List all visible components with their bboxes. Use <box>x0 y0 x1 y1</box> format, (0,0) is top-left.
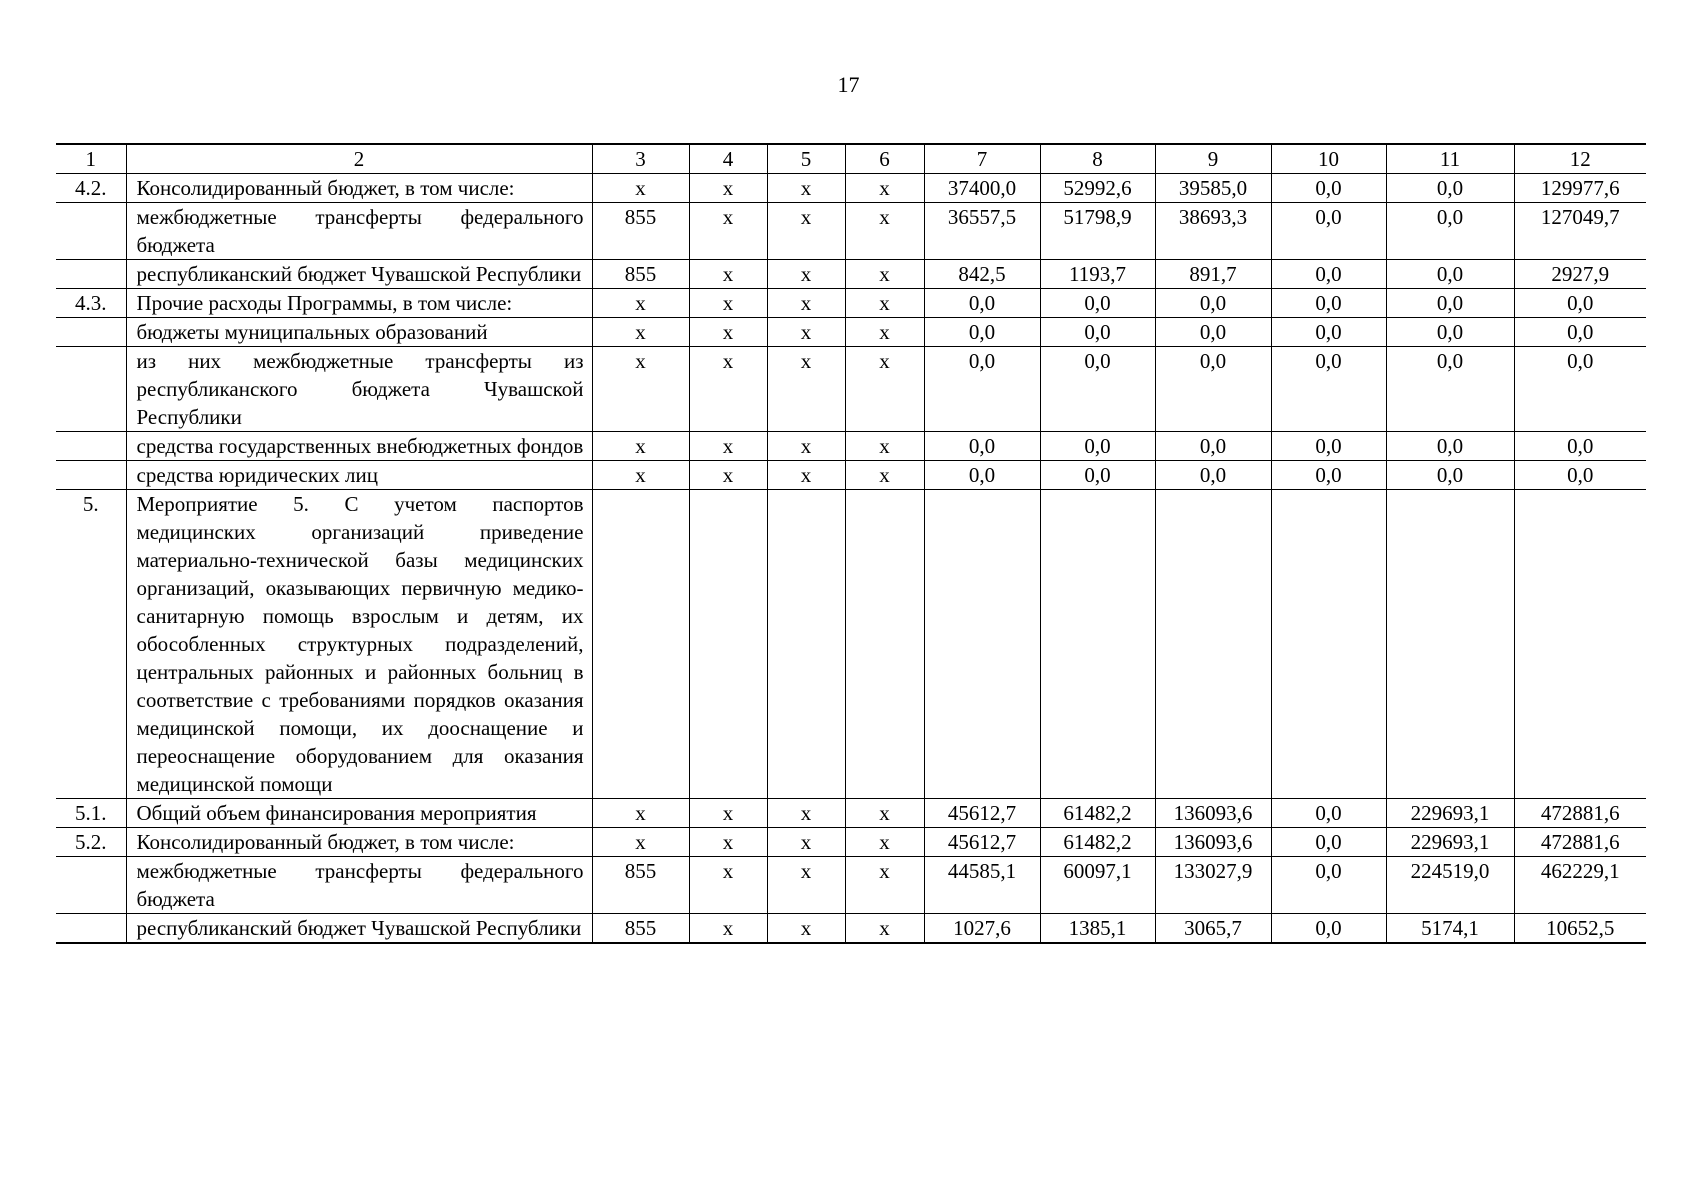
value-cell: 0,0 <box>1271 203 1386 260</box>
value-cell: х <box>767 318 845 347</box>
row-index-cell <box>56 347 126 432</box>
value-cell: х <box>592 828 689 857</box>
value-cell: 0,0 <box>924 318 1040 347</box>
row-index-cell: 5.2. <box>56 828 126 857</box>
row-description-cell: Общий объем финансирования мероприятия <box>126 799 592 828</box>
value-cell: 1027,6 <box>924 914 1040 944</box>
row-description-cell: межбюджетные трансферты федерального бюджета <box>126 857 592 914</box>
column-number-header: 11 <box>1386 144 1514 174</box>
table-row <box>56 289 1646 318</box>
value-cell: х <box>689 203 767 260</box>
value-cell: х <box>767 260 845 289</box>
table-row <box>56 203 1646 260</box>
value-cell: 0,0 <box>1155 289 1271 318</box>
value-cell: х <box>845 432 924 461</box>
value-cell: х <box>845 799 924 828</box>
page-number: 17 <box>837 72 860 97</box>
value-cell: 0,0 <box>1514 289 1646 318</box>
value-cell: 0,0 <box>924 347 1040 432</box>
value-cell <box>1271 490 1386 799</box>
value-cell: х <box>689 289 767 318</box>
value-cell <box>1514 490 1646 799</box>
value-cell <box>1386 490 1514 799</box>
value-cell <box>1155 490 1271 799</box>
value-cell: 38693,3 <box>1155 203 1271 260</box>
column-number-header: 7 <box>924 144 1040 174</box>
value-cell: х <box>845 174 924 203</box>
row-description-cell: Консолидированный бюджет, в том числе: <box>126 828 592 857</box>
table-row <box>56 799 1646 828</box>
value-cell: 0,0 <box>1271 174 1386 203</box>
row-index-cell <box>56 260 126 289</box>
value-cell: 462229,1 <box>1514 857 1646 914</box>
value-cell: х <box>767 461 845 490</box>
row-index-cell <box>56 914 126 944</box>
value-cell: 0,0 <box>1386 347 1514 432</box>
value-cell: 136093,6 <box>1155 828 1271 857</box>
value-cell: 0,0 <box>1040 318 1155 347</box>
value-cell: 0,0 <box>1155 318 1271 347</box>
value-cell: 0,0 <box>924 432 1040 461</box>
value-cell: 0,0 <box>1155 432 1271 461</box>
value-cell: х <box>689 799 767 828</box>
column-number-header: 10 <box>1271 144 1386 174</box>
row-index-cell: 4.3. <box>56 289 126 318</box>
value-cell: х <box>767 174 845 203</box>
value-cell: 61482,2 <box>1040 799 1155 828</box>
value-cell: 52992,6 <box>1040 174 1155 203</box>
row-description-cell: средства государственных внебюджетных фондов <box>126 432 592 461</box>
value-cell: х <box>689 914 767 944</box>
value-cell: х <box>845 828 924 857</box>
value-cell: 472881,6 <box>1514 828 1646 857</box>
column-number-header: 5 <box>767 144 845 174</box>
value-cell: х <box>767 799 845 828</box>
value-cell: 0,0 <box>1386 318 1514 347</box>
value-cell: 0,0 <box>1271 828 1386 857</box>
row-description-cell: республиканский бюджет Чувашской Республики <box>126 914 592 944</box>
value-cell: х <box>689 174 767 203</box>
row-description-cell: из них межбюджетные трансферты из республиканского бюджета Чувашской Республики <box>126 347 592 432</box>
value-cell: 0,0 <box>1271 318 1386 347</box>
value-cell: х <box>592 318 689 347</box>
value-cell: х <box>689 260 767 289</box>
column-number-row <box>56 144 1646 174</box>
row-index-cell <box>56 857 126 914</box>
value-cell: 0,0 <box>1386 432 1514 461</box>
value-cell: 37400,0 <box>924 174 1040 203</box>
value-cell: х <box>592 289 689 318</box>
value-cell: х <box>592 799 689 828</box>
value-cell: 0,0 <box>1271 461 1386 490</box>
table-row <box>56 914 1646 944</box>
value-cell: х <box>767 203 845 260</box>
value-cell: х <box>845 914 924 944</box>
value-cell: х <box>845 260 924 289</box>
row-index-cell: 5. <box>56 490 126 799</box>
value-cell <box>924 490 1040 799</box>
value-cell <box>767 490 845 799</box>
financing-table <box>56 143 1646 944</box>
value-cell: 0,0 <box>924 289 1040 318</box>
column-number-header: 3 <box>592 144 689 174</box>
value-cell: 0,0 <box>1386 260 1514 289</box>
value-cell: х <box>689 347 767 432</box>
table-row <box>56 828 1646 857</box>
row-description-cell: бюджеты муниципальных образований <box>126 318 592 347</box>
value-cell: 0,0 <box>1155 347 1271 432</box>
value-cell: х <box>845 289 924 318</box>
table-row <box>56 490 1646 799</box>
value-cell: х <box>689 828 767 857</box>
value-cell: 5174,1 <box>1386 914 1514 944</box>
value-cell: 0,0 <box>1386 174 1514 203</box>
value-cell: 127049,7 <box>1514 203 1646 260</box>
value-cell: 229693,1 <box>1386 799 1514 828</box>
value-cell: 891,7 <box>1155 260 1271 289</box>
table-row <box>56 432 1646 461</box>
value-cell: 0,0 <box>1386 461 1514 490</box>
value-cell: 10652,5 <box>1514 914 1646 944</box>
row-description-cell: средства юридических лиц <box>126 461 592 490</box>
value-cell: 855 <box>592 203 689 260</box>
column-number-header: 9 <box>1155 144 1271 174</box>
value-cell: х <box>767 828 845 857</box>
value-cell <box>592 490 689 799</box>
value-cell: 1385,1 <box>1040 914 1155 944</box>
value-cell: 0,0 <box>1040 461 1155 490</box>
value-cell: х <box>845 203 924 260</box>
value-cell: 45612,7 <box>924 828 1040 857</box>
value-cell: 229693,1 <box>1386 828 1514 857</box>
value-cell: х <box>845 318 924 347</box>
value-cell: 0,0 <box>1514 318 1646 347</box>
value-cell: х <box>689 318 767 347</box>
value-cell <box>845 490 924 799</box>
row-description-cell: Мероприятие 5. С учетом паспортов медицинских организаций приведение материально-технической базы медицинских организаций, оказывающих первичную медико-санитарную помощь взрослым и детям, их обособленных структурных подразделений, центральных районных и районных больниц в соответствие с требованиями порядков оказания медицинской помощи, их дооснащение и переоснащение оборудованием для оказания медицинской помощи <box>126 490 592 799</box>
column-number-header: 4 <box>689 144 767 174</box>
value-cell: х <box>767 289 845 318</box>
row-description-cell: Консолидированный бюджет, в том числе: <box>126 174 592 203</box>
value-cell: 0,0 <box>1514 347 1646 432</box>
value-cell: 855 <box>592 260 689 289</box>
table-row <box>56 347 1646 432</box>
value-cell: 0,0 <box>1514 461 1646 490</box>
value-cell: 0,0 <box>1386 289 1514 318</box>
value-cell: 0,0 <box>1514 432 1646 461</box>
table-row <box>56 260 1646 289</box>
value-cell: 129977,6 <box>1514 174 1646 203</box>
value-cell: х <box>845 347 924 432</box>
value-cell: 0,0 <box>1040 347 1155 432</box>
row-description-cell: Прочие расходы Программы, в том числе: <box>126 289 592 318</box>
value-cell: 0,0 <box>1271 260 1386 289</box>
table-row <box>56 318 1646 347</box>
row-description-cell: межбюджетные трансферты федерального бюджета <box>126 203 592 260</box>
value-cell: 0,0 <box>1271 347 1386 432</box>
value-cell: 472881,6 <box>1514 799 1646 828</box>
value-cell: 136093,6 <box>1155 799 1271 828</box>
value-cell: 842,5 <box>924 260 1040 289</box>
value-cell: 0,0 <box>1386 203 1514 260</box>
value-cell: 0,0 <box>1040 432 1155 461</box>
value-cell: 60097,1 <box>1040 857 1155 914</box>
value-cell: 855 <box>592 857 689 914</box>
value-cell: х <box>689 461 767 490</box>
value-cell: 0,0 <box>1271 799 1386 828</box>
value-cell <box>1040 490 1155 799</box>
value-cell: 61482,2 <box>1040 828 1155 857</box>
value-cell: х <box>592 461 689 490</box>
column-number-header: 6 <box>845 144 924 174</box>
row-index-cell: 5.1. <box>56 799 126 828</box>
table-row <box>56 461 1646 490</box>
value-cell: 3065,7 <box>1155 914 1271 944</box>
value-cell: 45612,7 <box>924 799 1040 828</box>
value-cell: 0,0 <box>1155 461 1271 490</box>
value-cell: 0,0 <box>1271 289 1386 318</box>
value-cell: х <box>767 914 845 944</box>
value-cell: 51798,9 <box>1040 203 1155 260</box>
value-cell: х <box>767 347 845 432</box>
column-number-header: 8 <box>1040 144 1155 174</box>
value-cell: х <box>767 857 845 914</box>
value-cell: х <box>592 432 689 461</box>
value-cell: х <box>845 857 924 914</box>
column-number-header: 1 <box>56 144 126 174</box>
value-cell: 0,0 <box>1271 857 1386 914</box>
value-cell: 0,0 <box>1040 289 1155 318</box>
value-cell: 44585,1 <box>924 857 1040 914</box>
value-cell: 39585,0 <box>1155 174 1271 203</box>
value-cell: 224519,0 <box>1386 857 1514 914</box>
row-index-cell <box>56 203 126 260</box>
table-row <box>56 857 1646 914</box>
table-row <box>56 174 1646 203</box>
value-cell: х <box>689 432 767 461</box>
value-cell: х <box>592 174 689 203</box>
value-cell: 0,0 <box>1271 914 1386 944</box>
value-cell: 1193,7 <box>1040 260 1155 289</box>
value-cell: 0,0 <box>924 461 1040 490</box>
value-cell <box>689 490 767 799</box>
column-number-header: 2 <box>126 144 592 174</box>
value-cell: х <box>845 461 924 490</box>
value-cell: х <box>592 347 689 432</box>
value-cell: 133027,9 <box>1155 857 1271 914</box>
row-index-cell: 4.2. <box>56 174 126 203</box>
value-cell: 2927,9 <box>1514 260 1646 289</box>
column-number-header: 12 <box>1514 144 1646 174</box>
row-index-cell <box>56 461 126 490</box>
value-cell: х <box>689 857 767 914</box>
row-index-cell <box>56 432 126 461</box>
value-cell: 0,0 <box>1271 432 1386 461</box>
value-cell: 855 <box>592 914 689 944</box>
value-cell: 36557,5 <box>924 203 1040 260</box>
row-description-cell: республиканский бюджет Чувашской Республики <box>126 260 592 289</box>
row-index-cell <box>56 318 126 347</box>
value-cell: х <box>767 432 845 461</box>
